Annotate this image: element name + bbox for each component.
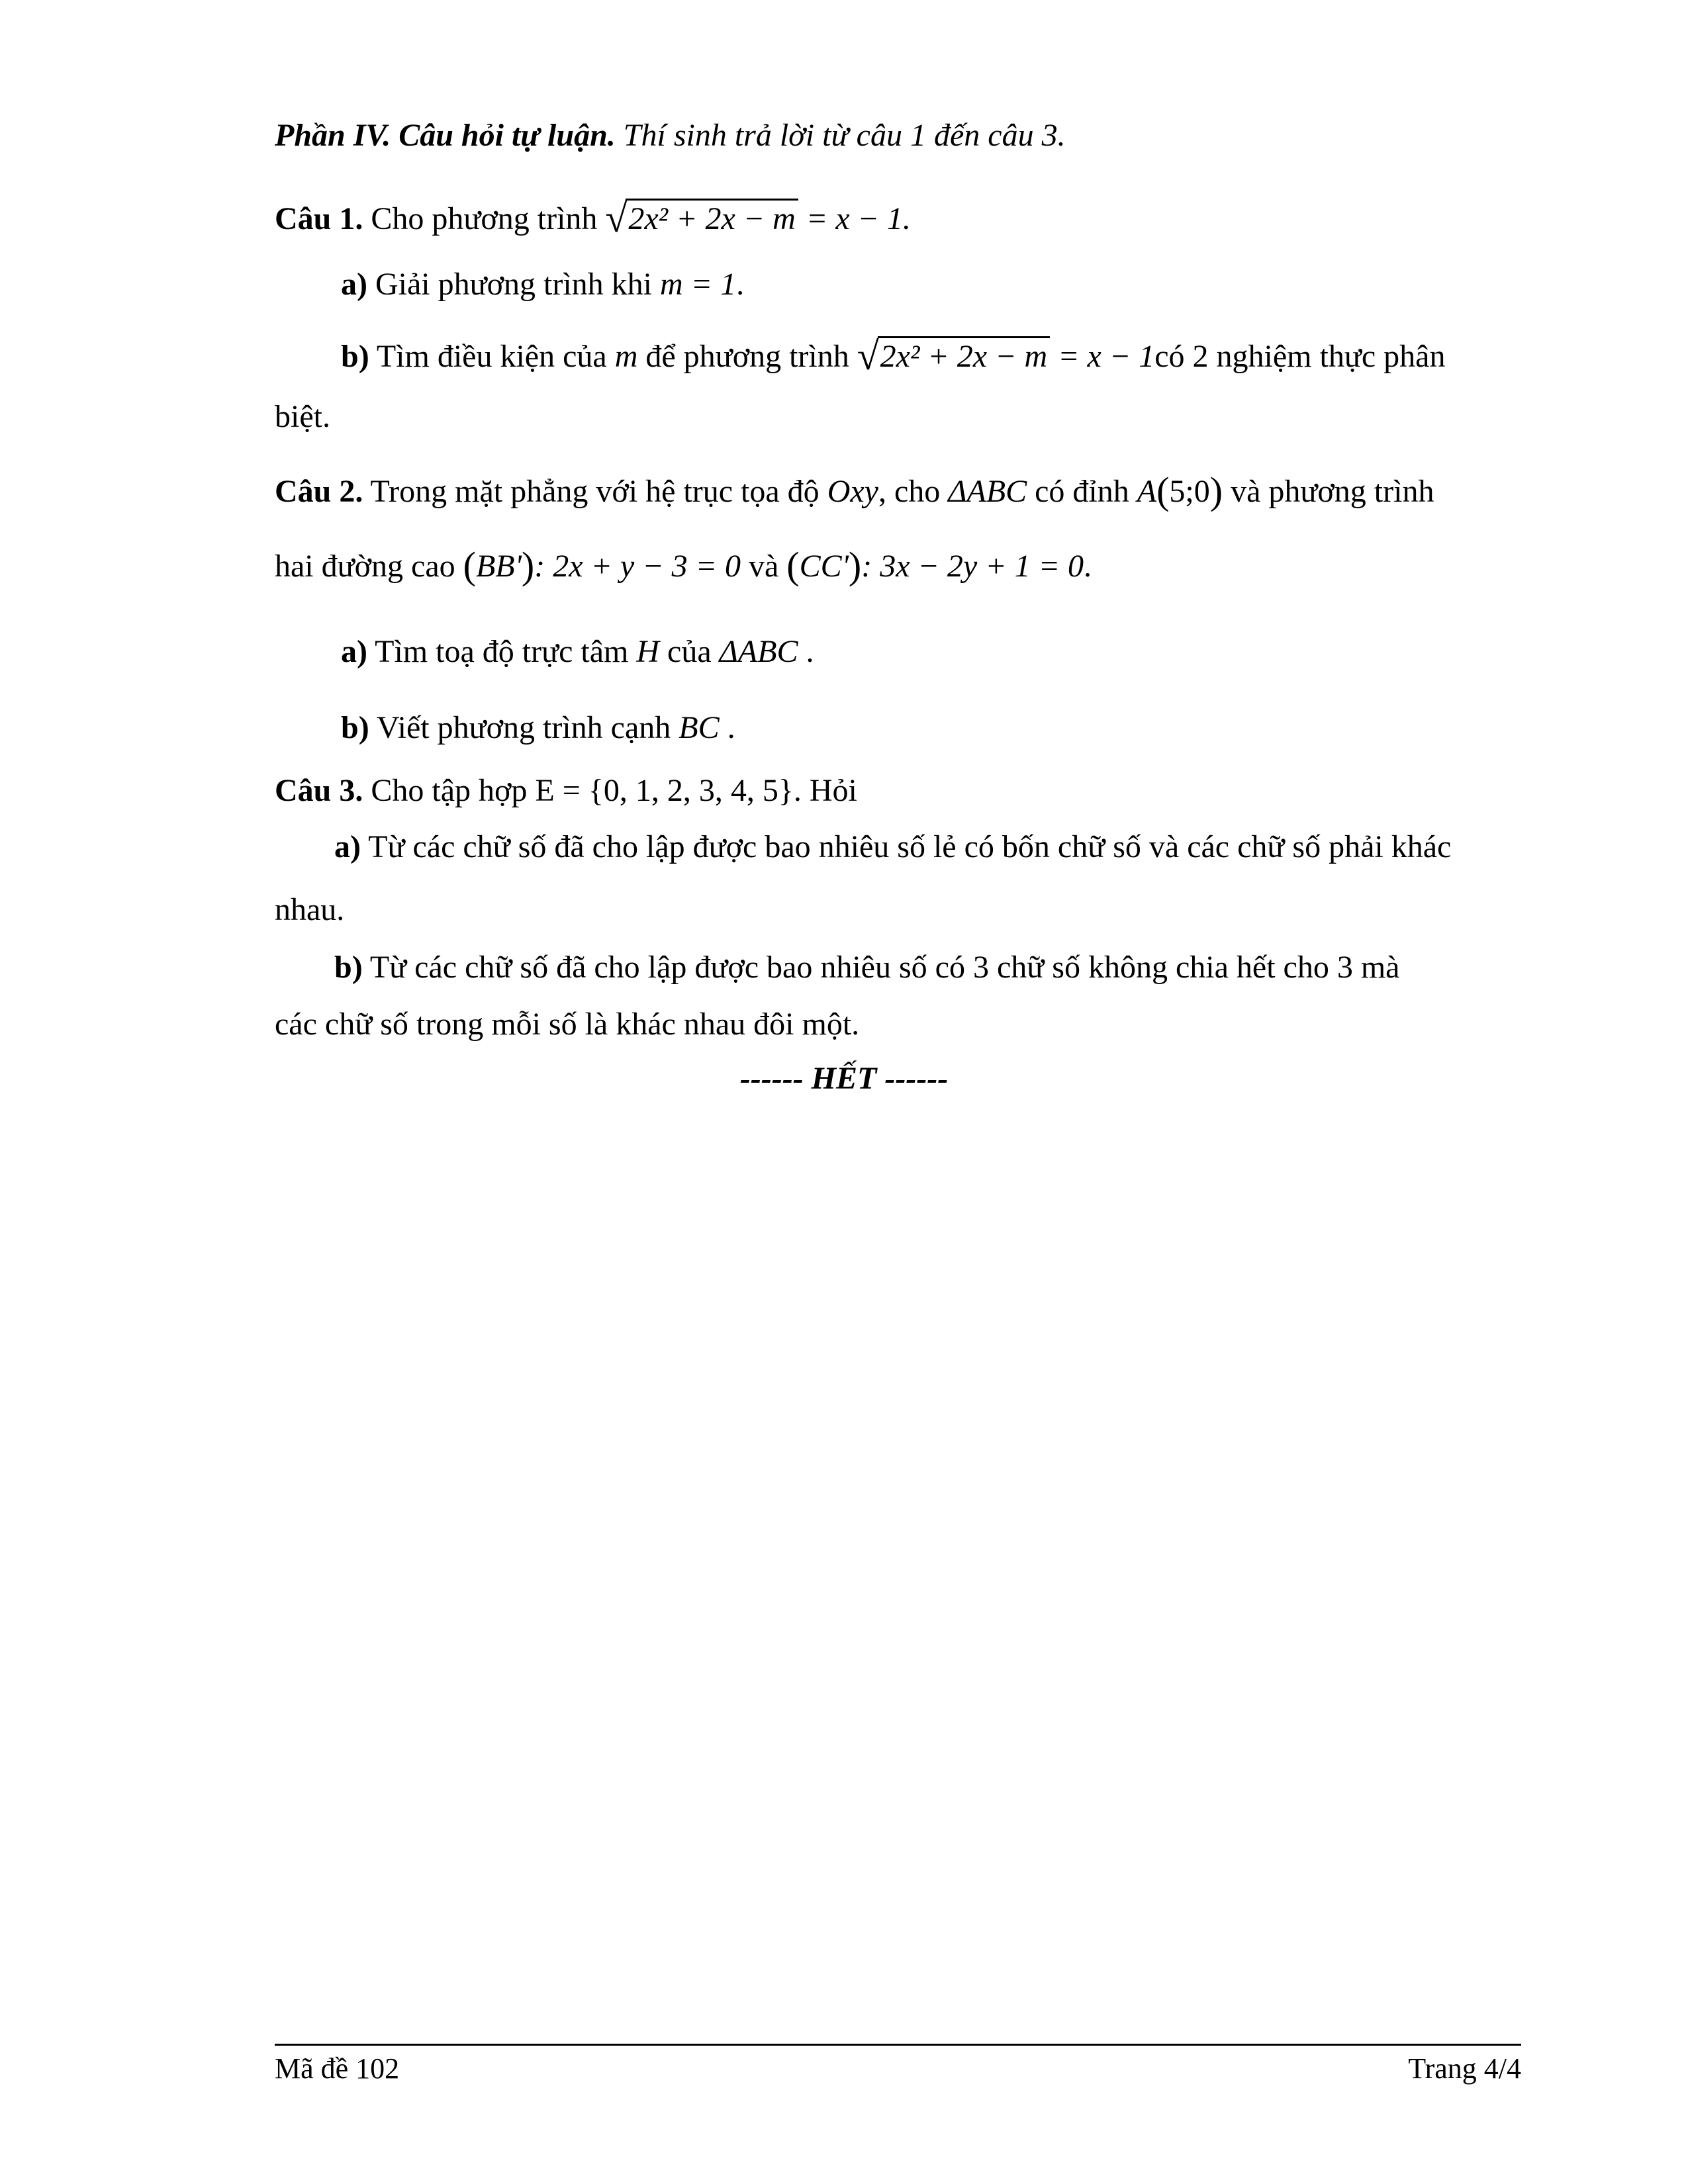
question-3a-continuation: nhau.: [275, 892, 345, 927]
altitude-bb-eq: : 2x + y − 3 = 0: [534, 549, 741, 584]
and-word: và: [740, 549, 787, 584]
question-3b-label: b): [334, 950, 363, 985]
altitude-bb: BB': [475, 549, 522, 584]
question-2b-text: Viết phương trình cạnh: [369, 710, 679, 745]
paren-close-bb: ): [521, 544, 535, 587]
question-2-text2: , cho: [878, 474, 949, 509]
question-3b: [334, 948, 1399, 987]
question-3-intro: Cho tập hợp E = {0, 1, 2, 3, 4, 5}. Hỏi: [363, 773, 857, 808]
paren-open: (: [1156, 469, 1170, 512]
equation-rhs-b: = x − 1: [1050, 339, 1155, 374]
paren-close: ): [1209, 469, 1223, 512]
question-1-intro: Cho phương trình: [363, 201, 606, 236]
question-1a-end: .: [736, 267, 745, 302]
point-a: A: [1137, 474, 1157, 509]
question-2-text3: có đỉnh: [1027, 474, 1137, 509]
altitude-cc-eq: : 3x − 2y + 1 = 0: [861, 549, 1084, 584]
section-heading-line: [275, 116, 1066, 156]
question-1b-var: m: [614, 339, 638, 374]
question-2-label: Câu 2.: [275, 474, 363, 509]
question-2a-text2: của: [659, 634, 720, 669]
question-2a-end: .: [798, 634, 814, 669]
question-2-line2: [275, 546, 1092, 586]
triangle-label: ΔABC: [948, 474, 1027, 509]
altitude-cc: CC': [799, 549, 849, 584]
question-1b-label: b): [341, 339, 369, 374]
radical-sign-b: √: [857, 334, 879, 378]
question-1-label: Câu 1.: [275, 201, 363, 236]
sqrt-expression-b: [857, 336, 1050, 377]
side-bc: BC: [679, 710, 720, 745]
question-2a: [341, 632, 814, 672]
page-number: Trang 4/4: [1408, 2052, 1521, 2085]
equation-rhs: = x − 1.: [798, 201, 911, 236]
question-2: [275, 471, 1434, 512]
question-2-intro: Trong mặt phẳng với hệ trục tọa độ: [363, 474, 827, 509]
question-3a-text: Từ các chữ số đã cho lập được bao nhiêu số lẻ có bốn chữ số và các chữ số phải khác: [360, 829, 1452, 864]
question-2a-label: a): [341, 634, 367, 669]
question-1a: [341, 265, 744, 304]
question-3-label: Câu 3.: [275, 773, 363, 808]
exam-code: Mã đề 102: [275, 2052, 400, 2085]
radicand: 2x² + 2x − m: [626, 199, 798, 236]
question-1b: [341, 336, 1445, 377]
question-2-line2-text: hai đường cao: [275, 549, 463, 584]
point-a-coords: 5;0: [1169, 474, 1210, 509]
question-1b-text: Tìm điều kiện của: [369, 339, 615, 374]
sqrt-expression: [605, 199, 798, 239]
question-3a: [334, 827, 1451, 867]
orthocenter-var: H: [636, 634, 660, 669]
radical-sign: √: [605, 197, 628, 240]
question-3b-continuation: các chữ số trong mỗi số là khác nhau đôi một.: [275, 1007, 860, 1042]
question-1a-math: m = 1: [660, 267, 737, 302]
question-3: [275, 771, 857, 811]
question-1b-text3: có 2 nghiệm thực phân: [1154, 339, 1446, 374]
question-2-text4: và phương trình: [1223, 474, 1434, 509]
question-2b-end: .: [719, 710, 735, 745]
end-mark: ------ HẾT ------: [739, 1061, 949, 1096]
triangle-label-2a: ΔABC: [719, 634, 798, 669]
question-2-line2-end: .: [1084, 549, 1092, 584]
oxy-label: Oxy: [827, 474, 878, 509]
question-2a-text: Tìm toạ độ trực tâm: [367, 634, 637, 669]
radicand-b: 2x² + 2x − m: [878, 336, 1050, 374]
paren-open-bb: (: [463, 544, 476, 587]
question-1a-text: Giải phương trình khi: [367, 267, 661, 302]
question-1b-continuation: biệt.: [275, 399, 330, 434]
question-1a-label: a): [341, 267, 367, 302]
footer-divider: [275, 2044, 1521, 2046]
section-heading: Phần IV. Câu hỏi tự luận.: [275, 118, 616, 153]
paren-open-cc: (: [786, 544, 800, 587]
paren-close-cc: ): [848, 544, 862, 587]
question-2b: [341, 708, 735, 748]
question-3a-label: a): [334, 829, 361, 864]
section-instruction: Thí sinh trả lời từ câu 1 đến câu 3.: [615, 118, 1066, 153]
question-1: [275, 199, 911, 239]
question-2b-label: b): [341, 710, 369, 745]
question-3b-text: Từ các chữ số đã cho lập được bao nhiêu số có 3 chữ số không chia hết cho 3 mà: [362, 950, 1400, 985]
question-1b-text2: để phương trình: [637, 339, 857, 374]
